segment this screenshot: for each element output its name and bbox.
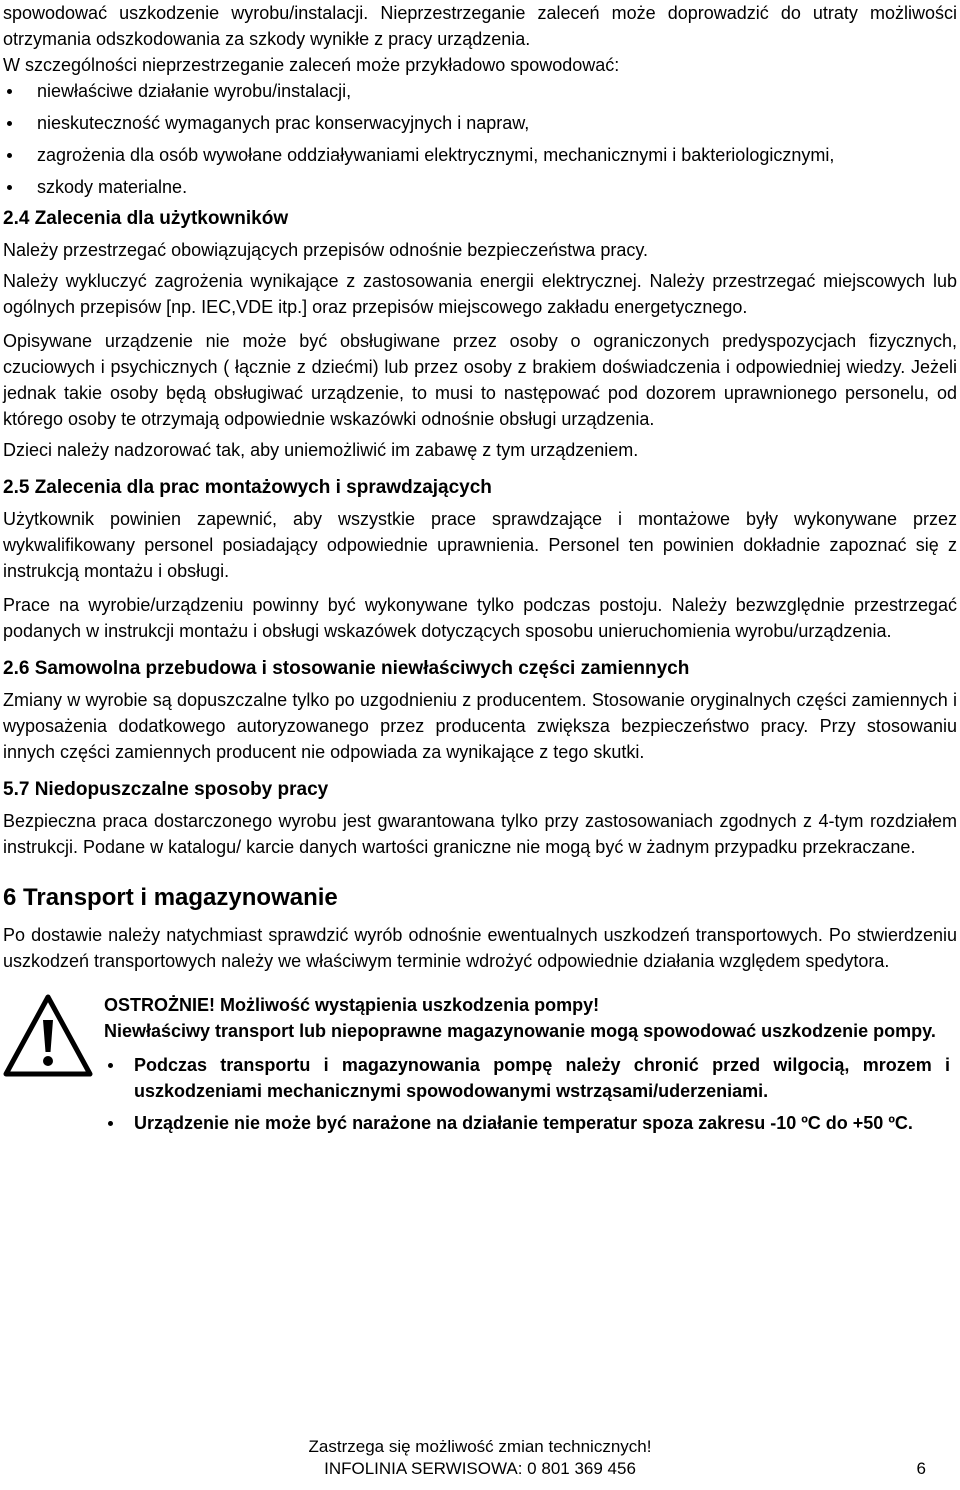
warning-triangle-icon [3,994,93,1078]
page-number: 6 [916,1459,926,1478]
footer-hotline: INFOLINIA SERWISOWA: 0 801 369 456 [324,1459,636,1478]
s6-paragraph-1: Po dostawie należy natychmiast sprawdzić wyrób odnośnie ewentualnych uszkodzeń transportowych. Po stwierdzeniu uszkodzeń transportowych należy we właściwym terminie wdrożyć odpowiednie działania względem spedytora. [3,925,957,971]
section-heading-6: 6 Transport i magazynowanie [3,884,338,911]
intro-paragraph-1: spowodować uszkodzenie wyrobu/instalacji. Nieprzestrzeganie zaleceń może doprowadzić do utraty możliwości otrzymania odszkodowania za szkody wynikłe z pracy urządzenia. [3,3,957,49]
list-item: Podczas transportu i magazynowania pompę należy chronić przed wilgocią, mrozem i uszkodzeniami mechanicznymi spowodowanymi wstrząsami/uderzeniami. [104,1052,950,1104]
bullet-icon [108,1121,113,1126]
list-item: niewłaściwe działanie wyrobu/instalacji, [3,78,957,104]
bullet-icon [7,121,12,126]
page-footer [0,1436,960,1480]
section-heading-2-6: 2.6 Samowolna przebudowa i stosowanie niewłaściwych części zamiennych [3,658,690,679]
list-item: zagrożenia dla osób wywołane oddziaływaniami elektrycznymi, mechanicznymi i bakteriologicznymi, [3,142,957,168]
warning-title: OSTROŻNIE! Możliwość wystąpienia uszkodzenia pompy! [104,995,600,1015]
bullet-icon [7,153,12,158]
section-heading-5-7: 5.7 Niedopuszczalne sposoby pracy [3,779,329,800]
bullet-icon [7,185,12,190]
bullet-icon [7,89,12,94]
list-item: szkody materialne. [3,174,957,200]
s25-paragraph-1: Użytkownik powinien zapewnić, aby wszystkie prace sprawdzające i montażowe były wykonywane przez wykwalifikowany personel posiadający odpowiednie uprawnienia. Personel ten powinien dokładnie zapoznać się z instrukcją montażu i obsługi. [3,509,957,581]
warning-bullet-list [104,1052,950,1136]
warning-paragraph: Niewłaściwy transport lub niepoprawne magazynowanie mogą spowodować uszkodzenie pompy. [104,1021,936,1041]
intro-paragraph-2: W szczególności nieprzestrzeganie zaleceń może przykładowo spowodować: [3,55,620,75]
warning-text [104,992,950,1140]
s24-paragraph-2: Należy wykluczyć zagrożenia wynikające z zastosowania energii elektrycznej. Należy przestrzegać miejscowych lub ogólnych przepisów [np. IEC,VDE itp.] oraz przepisów miejscowego zakładu energetycznego. [3,271,957,317]
section-heading-2-4: 2.4 Zalecenia dla użytkowników [3,208,289,229]
s24-paragraph-4: Dzieci należy nadzorować tak, aby uniemożliwić im zabawę z tym urządzeniem. [3,440,639,460]
document-body [3,0,957,1242]
section-heading-2-5: 2.5 Zalecenia dla prac montażowych i sprawdzających [3,477,492,498]
list-item: Urządzenie nie może być narażone na działanie temperatur spoza zakresu -10 ºC do +50 ºC. [104,1110,950,1136]
list-item: nieskuteczność wymaganych prac konserwacyjnych i napraw, [3,110,957,136]
s25-paragraph-2: Prace na wyrobie/urządzeniu powinny być wykonywane tylko podczas postoju. Należy bezwzględnie przestrzegać podanych w instrukcji montażu i obsługi wskazówek dotyczących sposobu unieruchomienia wyrobu/urządzenia. [3,595,957,641]
intro-bullet-list [3,78,957,200]
s24-paragraph-3: Opisywane urządzenie nie może być obsługiwane przez osoby o ograniczonych predyspozycjach fizycznych, czuciowych i psychicznych ( łącznie z dziećmi) lub przez osoby z brakiem doświadczenia i odpowiedniej wiedzy. Jeżeli jednak takie osoby będą obsługiwać urządzenie, to musi to następować pod dozorem uprawnionego personelu, od którego osoby te otrzymają odpowiednie wskazówki odnośnie obsługi urządzenia. [3,331,957,429]
s24-paragraph-1: Należy przestrzegać obowiązujących przepisów odnośnie bezpieczeństwa pracy. [3,240,648,260]
footer-notice: Zastrzega się możliwość zmian technicznych! [308,1437,652,1456]
s57-paragraph-1: Bezpieczna praca dostarczonego wyrobu jest gwarantowana tylko przy zastosowaniach zgodnych z 4-tym rozdziałem instrukcji. Podane w katalogu/ karcie danych wartości graniczne nie mogą być w żadnym przypadku przekraczane. [3,811,957,857]
warning-notice [3,992,957,1242]
bullet-icon [108,1063,113,1068]
s26-paragraph-1: Zmiany w wyrobie są dopuszczalne tylko po uzgodnieniu z producentem. Stosowanie oryginalnych części zamiennych i wyposażenia dodatkowego autoryzowanego przez producenta zwiększa bezpieczeństwo pracy. Przy stosowaniu innych części zamiennych producent nie odpowiada za wynikające z tego skutki. [3,690,957,762]
